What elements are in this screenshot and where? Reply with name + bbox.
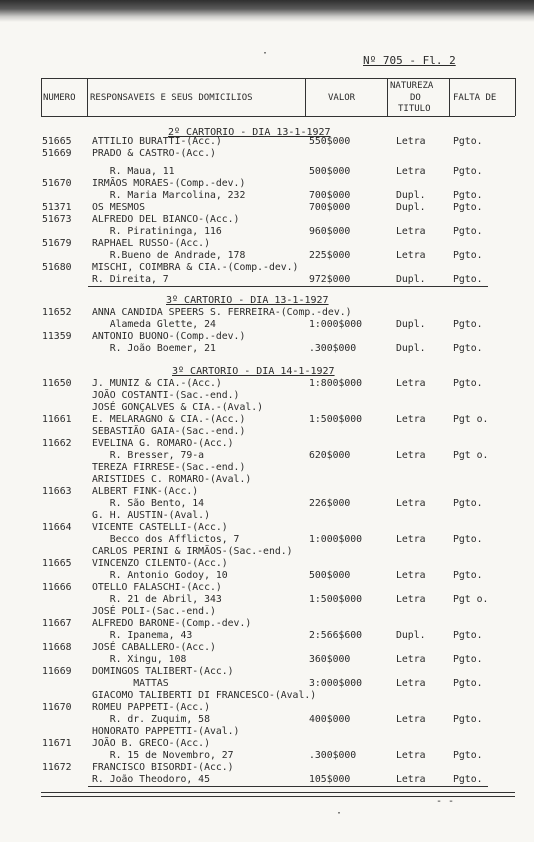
entry-name: JOSÉ CABALLERO-(Acc.): [92, 642, 216, 653]
entry-reason: Pgto.: [453, 750, 483, 761]
entry-number: 51669: [42, 148, 72, 159]
col-divider: [387, 78, 388, 116]
entry-name: CARLOS PERINI & IRMÃOS-(Sac.-end.): [92, 546, 293, 557]
entry-nature: Letra: [396, 450, 426, 461]
entry-value: 960$000: [309, 226, 351, 237]
entry-name: R. Maria Marcolina, 232: [92, 190, 246, 201]
entry-number: 11668: [42, 642, 72, 653]
entry-value: 700$000: [309, 202, 351, 213]
entry-line: [0, 166, 534, 178]
entry-line: [0, 474, 534, 486]
entry-line: [0, 654, 534, 666]
entry-name: R. São Bento, 14: [92, 498, 205, 509]
entry-line: [0, 606, 534, 618]
entry-name: ALFREDO DEL BIANCO-(Acc.): [92, 214, 240, 225]
entry-nature: Dupl.: [396, 630, 426, 641]
entry-line: [0, 331, 534, 343]
entry-name: MISCHI, COIMBRA & CIA.-(Comp.-dev.): [92, 262, 299, 273]
entry-name: ROMEU PAPPETI-(Acc.): [92, 702, 210, 713]
entry-name: E. MELARAGNO & CIA.-(Acc.): [92, 414, 246, 425]
entry-number: 11662: [42, 438, 72, 449]
entry-name: JOSÉ GONÇALVES & CIA.-(Aval.): [92, 402, 264, 413]
entry-number: 51670: [42, 178, 72, 189]
entry-nature: Dupl.: [396, 202, 426, 213]
entry-line: [0, 262, 534, 274]
entry-name: R. Bresser, 79-a: [92, 450, 205, 461]
entry-line: [0, 414, 534, 426]
entry-reason: Pgto.: [453, 714, 483, 725]
entry-name: IRMÃOS MORAES-(Comp.-dev.): [92, 178, 246, 189]
entry-name: ALBERT FINK-(Acc.): [92, 486, 199, 497]
entry-line: [0, 486, 534, 498]
entry-value: 700$000: [309, 190, 351, 201]
entry-line: [0, 678, 534, 690]
entry-line: [0, 762, 534, 774]
section-title: 3º CARTORIO - DIA 14-1-1927: [172, 366, 335, 377]
entry-line: [0, 666, 534, 678]
entry-name: R. Ipanema, 43: [92, 630, 193, 641]
entry-reason: Pgto.: [453, 654, 483, 665]
entry-number: 11359: [42, 331, 72, 342]
entry-number: 11667: [42, 618, 72, 629]
entry-name: G. H. AUSTIN-(Aval.): [92, 510, 210, 521]
entry-value: 1:500$000: [309, 594, 363, 605]
entry-line: [0, 136, 534, 148]
entry-number: 11672: [42, 762, 72, 773]
entry-line: [0, 690, 534, 702]
entry-reason: Pgto.: [453, 250, 483, 261]
entry-reason: Pgto.: [453, 166, 483, 177]
entry-nature: Letra: [396, 714, 426, 725]
entry-name: R. dr. Zuquim, 58: [92, 714, 210, 725]
entry-line: [0, 510, 534, 522]
ink-speck: ·: [262, 48, 269, 59]
entry-nature: Letra: [396, 378, 426, 389]
entry-line: [0, 642, 534, 654]
header-numero: NUMERO: [43, 93, 76, 103]
entry-line: [88, 774, 488, 787]
entry-value: 1:000$000: [309, 319, 363, 330]
entry-reason: Pgto.: [453, 190, 483, 201]
entry-value: 550$000: [309, 136, 351, 147]
header-top-rule: [41, 78, 515, 79]
entry-line: [0, 438, 534, 450]
ink-speck: ·: [336, 808, 343, 819]
entry-line: [0, 390, 534, 402]
entry-reason: Pgto.: [453, 202, 483, 213]
section-title: 2º CARTORIO - DIA 13-1-1927: [168, 127, 331, 138]
entry-number: 11670: [42, 702, 72, 713]
entry-line: [0, 618, 534, 630]
entry-nature: Dupl.: [396, 343, 426, 354]
entry-name: GIACOMO TALIBERTI DI FRANCESCO-(Aval.): [92, 690, 317, 701]
entry-line: [0, 570, 534, 582]
entry-line: [0, 582, 534, 594]
header-falta: FALTA DE: [453, 93, 497, 103]
entry-number: 11661: [42, 414, 72, 425]
entry-line: [0, 226, 534, 238]
entry-value: .300$000: [309, 343, 357, 354]
entry-nature: Letra: [396, 166, 426, 177]
entry-line: [0, 594, 534, 606]
section-title: 3º CARTORIO - DIA 13-1-1927: [166, 295, 329, 306]
entry-line: [0, 319, 534, 331]
entry-nature: Letra: [396, 774, 426, 785]
entry-line: [0, 202, 534, 214]
col-divider: [515, 78, 516, 116]
entry-name: R. Maua, 11: [92, 166, 175, 177]
entry-value: 972$000: [309, 274, 351, 285]
entry-value: 360$000: [309, 654, 351, 665]
entry-nature: Letra: [396, 570, 426, 581]
entry-number: 11664: [42, 522, 72, 533]
col-divider: [87, 78, 88, 116]
entry-name: ATTILIO BURATTI-(Acc.): [92, 136, 222, 147]
entry-name: HONORATO PAPPETTI-(Aval.): [92, 726, 240, 737]
entry-line: [0, 214, 534, 226]
bottom-rule: [41, 792, 515, 793]
entry-name: ARISTIDES C. ROMARO-(Aval.): [92, 474, 252, 485]
entry-name: FRANCISCO BISORDI-(Acc.): [92, 762, 234, 773]
header-valor: VALOR: [328, 93, 356, 103]
entry-reason: Pgto.: [453, 274, 483, 285]
entry-name: OTELLO FALASCHI-(Acc.): [92, 582, 222, 593]
entry-line: [0, 378, 534, 390]
entry-name: PRADO & CASTRO-(Acc.): [92, 148, 216, 159]
entry-number: 11671: [42, 738, 72, 749]
entry-reason: Pgto.: [453, 678, 483, 689]
entry-line: [0, 307, 534, 319]
entry-reason: Pgt o.: [453, 414, 489, 425]
entry-reason: Pgto.: [453, 570, 483, 581]
entry-line: [0, 726, 534, 738]
entry-line: [0, 250, 534, 262]
entry-line: [0, 402, 534, 414]
entry-name: JOÃO COSTANTI-(Sac.-end.): [92, 390, 240, 401]
entry-name: DOMINGOS TALIBERT-(Acc.): [92, 666, 234, 677]
entry-line: [0, 546, 534, 558]
entry-reason: Pgto.: [453, 319, 483, 330]
entry-line: [0, 750, 534, 762]
entry-name: R. João Boemer, 21: [92, 343, 216, 354]
entry-nature: Letra: [396, 534, 426, 545]
entry-nature: Dupl.: [396, 319, 426, 330]
col-divider: [41, 78, 42, 116]
entry-name: R. João Theodoro, 45: [92, 774, 210, 785]
entry-nature: Letra: [396, 414, 426, 425]
entry-number: 51673: [42, 214, 72, 225]
entry-line: [0, 534, 534, 546]
entry-line: [0, 702, 534, 714]
entry-value: 400$000: [309, 714, 351, 725]
entry-number: 11663: [42, 486, 72, 497]
entry-number: 51679: [42, 238, 72, 249]
entry-number: 11652: [42, 307, 72, 318]
entry-nature: Letra: [396, 226, 426, 237]
col-divider: [449, 78, 450, 116]
entry-name: ANNA CANDIDA SPEERS S. FERREIRA-(Comp.-dev.): [92, 307, 352, 318]
entry-nature: Dupl.: [396, 274, 426, 285]
entry-name: R. Xingu, 108: [92, 654, 187, 665]
entry-reason: Pgto.: [453, 343, 483, 354]
entry-reason: Pgt o.: [453, 450, 489, 461]
entry-name: OS MESMOS: [92, 202, 146, 213]
entry-value: 105$000: [309, 774, 351, 785]
entry-number: 11666: [42, 582, 72, 593]
entry-name: JOSÉ POLI-(Sac.-end.): [92, 606, 216, 617]
entry-name: ALFREDO BARONE-(Comp.-dev.): [92, 618, 252, 629]
entry-value: 620$000: [309, 450, 351, 461]
entry-nature: Letra: [396, 498, 426, 509]
header-natureza: NATUREZA: [390, 81, 434, 91]
header-natureza-titulo: TITULO: [398, 104, 431, 114]
entry-line: [0, 426, 534, 438]
entry-value: .300$000: [309, 750, 357, 761]
entry-number: 11665: [42, 558, 72, 569]
entry-line: [0, 498, 534, 510]
entry-value: 1:500$000: [309, 414, 363, 425]
entry-value: 1:000$000: [309, 534, 363, 545]
entry-number: 51680: [42, 262, 72, 273]
entry-name: TEREZA FIRRESE-(Sac.-end.): [92, 462, 246, 473]
entry-nature: Letra: [396, 136, 426, 147]
entry-line: [88, 274, 488, 287]
entry-value: 2:566$600: [309, 630, 363, 641]
entry-reason: Pgto.: [453, 226, 483, 237]
entry-name: VICENTE CASTELLI-(Acc.): [92, 522, 228, 533]
entry-value: 225$000: [309, 250, 351, 261]
entry-nature: Letra: [396, 750, 426, 761]
entry-name: SEBASTIÃO GAIA-(Sac.-end.): [92, 426, 246, 437]
entry-line: [0, 630, 534, 642]
entry-name: VINCENZO CILENTO-(Acc.): [92, 558, 228, 569]
ink-speck: - -: [436, 796, 455, 807]
entry-name: RAPHAEL RUSSO-(Acc.): [92, 238, 210, 249]
entry-reason: Pgto.: [453, 378, 483, 389]
entry-value: 226$000: [309, 498, 351, 509]
entry-nature: Letra: [396, 250, 426, 261]
entry-line: [0, 462, 534, 474]
header-bottom-rule: [41, 116, 515, 117]
torn-top-edge: [0, 0, 534, 22]
entry-line: [0, 148, 534, 160]
entry-line: [0, 738, 534, 750]
entry-nature: Letra: [396, 678, 426, 689]
entry-reason: Pgto.: [453, 534, 483, 545]
entry-nature: Letra: [396, 654, 426, 665]
col-divider: [305, 78, 306, 116]
entry-name: R. Direita, 7: [92, 274, 169, 285]
entry-number: 51665: [42, 136, 72, 147]
entry-line: [0, 558, 534, 570]
entry-name: Becco dos Afflictos, 7: [92, 534, 240, 545]
entry-nature: Dupl.: [396, 190, 426, 201]
entry-reason: Pgto.: [453, 774, 483, 785]
entry-name: JOÃO B. GRECO-(Acc.): [92, 738, 210, 749]
header-natureza-do: DO: [410, 93, 421, 103]
entry-reason: Pgto.: [453, 498, 483, 509]
entry-number: 11669: [42, 666, 72, 677]
entry-line: [0, 714, 534, 726]
entry-value: 500$000: [309, 570, 351, 581]
entry-name: MATTAS: [92, 678, 169, 689]
entry-name: J. MUNIZ & CIA.-(Acc.): [92, 378, 222, 389]
entry-reason: Pgto.: [453, 630, 483, 641]
entry-name: R. 21 de Abril, 343: [92, 594, 222, 605]
entry-line: [0, 238, 534, 250]
entry-line: [0, 343, 534, 355]
entry-line: [0, 178, 534, 190]
entry-name: R.Bueno de Andrade, 178: [92, 250, 246, 261]
entry-line: [0, 190, 534, 202]
entry-name: R. Antonio Godoy, 10: [92, 570, 228, 581]
page-number: Nº 705 - Fl. 2: [363, 54, 456, 67]
entry-name: Alameda Glette, 24: [92, 319, 216, 330]
entry-number: 51371: [42, 202, 72, 213]
entry-reason: Pgt o.: [453, 594, 489, 605]
entry-name: R. 15 de Novembro, 27: [92, 750, 234, 761]
entry-nature: Letra: [396, 594, 426, 605]
entry-name: EVELINA G. ROMARO-(Acc.): [92, 438, 234, 449]
entry-value: 3:000$000: [309, 678, 363, 689]
entry-value: 500$000: [309, 166, 351, 177]
entry-reason: Pgto.: [453, 136, 483, 147]
entry-value: 1:800$000: [309, 378, 363, 389]
header-responsaveis: RESPONSAVEIS E SEUS DOMICILIOS: [90, 93, 253, 103]
entry-name: R. Piratininga, 116: [92, 226, 222, 237]
entry-name: ANTONIO BUONO-(Comp.-dev.): [92, 331, 246, 342]
entry-line: [0, 450, 534, 462]
entry-line: [0, 522, 534, 534]
entry-number: 11650: [42, 378, 72, 389]
